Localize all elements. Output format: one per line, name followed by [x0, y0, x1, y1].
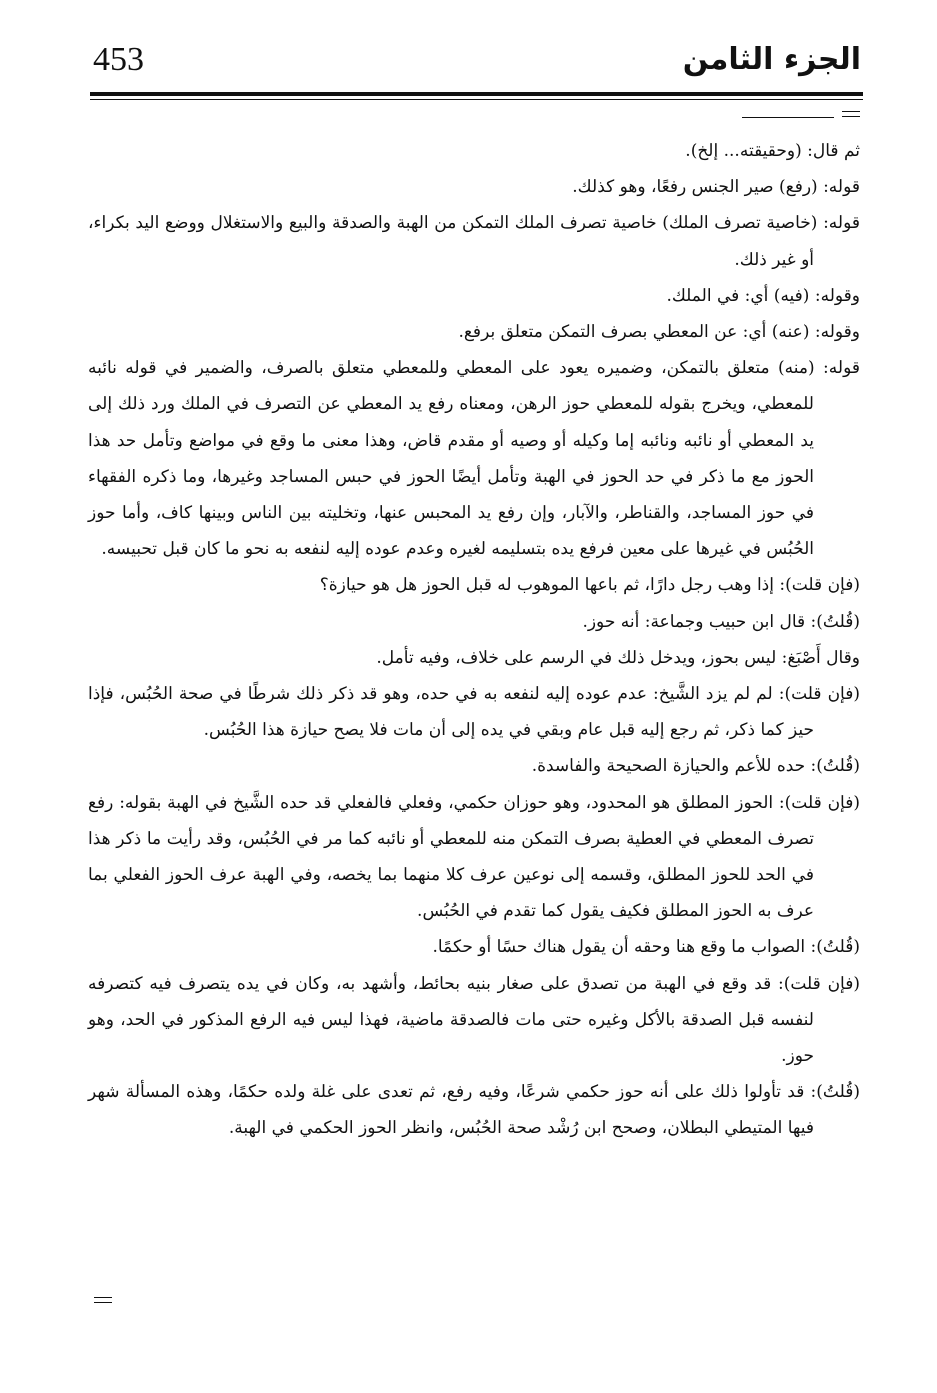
paragraph: (قُلتُ): قال ابن حبيب وجماعة: أنه حوز.: [582, 611, 860, 632]
paragraph: قوله: (رفع) صير الجنس رفعًا، وهو كذلك.: [572, 177, 860, 198]
paragraph: وقوله: (فيه) أي: في الملك.: [666, 285, 860, 306]
header-rule-thick: [90, 92, 863, 96]
section-continuation-mark: [742, 109, 860, 123]
paragraph: (فإن قلت): إذا وهب رجل دارًا، ثم باعها الموهوب له قبل الحوز هل هو حيازة؟: [319, 575, 860, 596]
paragraph: (قُلتُ): الصواب ما وقع هنا وحقه أن يقول هناك حسًا أو حكمًا.: [432, 937, 860, 958]
paragraph: وقال أَصْبَغ: ليس بحوز، ويدخل ذلك في الرسم على خلاف، وفيه تأمل.: [376, 647, 860, 668]
body-text: [88, 133, 860, 1147]
paragraph: قوله: (منه) متعلق بالتمكن، وضميره يعود على المعطي وللمعطي متعلق بالصرف، والضمير في قوله نائبه للمعطي، ويخرج بقوله للمعطي حوز الرهن، ومعناه رفع يد المعطي عن التصرف في الملك ورد ذلك إلى يد المعطي أو نائبه ونائبه إما وكيله أو وصيه أو مقدم قاض، وهذا معنى ما وقع في مواضع وتأمل حد هذا الحوز مع ما ذكر في حد الحوز في الهبة وتأمل أيضًا الحوز في حبس المساجد وغيرها، وما ذكره الفقهاء في حوز المساجد، والقناطر، والآبار، وإن رفع يد المحبس عنها، وتخليته بين الناس وبينها كاف، وأما حوز الحُبُس في غيرها على معين فرفع يده بتسليمه لغيره وعدم عوده إليه لنفعه به نحو ما كان قبل تحبيسه.: [88, 358, 860, 560]
paragraph: ثم قال: (وحقيقته... إلخ).: [685, 141, 860, 161]
paragraph: وقوله: (عنه) أي: عن المعطي بصرف التمكن متعلق برفع.: [458, 322, 860, 343]
paragraph: (فإن قلت): الحوز المطلق هو المحدود، وهو حوزان حكمي، وفعلي فالفعلي قد حده الشَّيخ في الهبة بقوله: رفع تصرف المعطي في العطية بصرف التمكن منه للمعطي أو نائبه كما مر في الحُبُس، وقد رأيت ما ذكر هذا في الحد للحوز المطلق، وقسمه إلى نوعين عرف كلا منهما بما يخصه، وفي الهبة عرف الحوز الفعلي بما عرف به الحوز المطلق فكيف يقول كما تقدم في الحُبُس.: [88, 792, 860, 922]
paragraph: (فإن قلت): قد وقع في الهبة من تصدق على صغار بنيه بحائط، وأشهد به، وكان في يده يتصرف فيه كتصرفه لنفسه قبل الصدقة بالأكل وغيره حتى مات فالصدقة ماضية، فهذا ليس فيه الرفع المذكور في الحد، وهو حوز.: [88, 973, 860, 1067]
page-number: 453: [93, 41, 144, 78]
running-title: الجزء الثامن: [682, 42, 861, 77]
paragraph: (قُلتُ): قد تأولوا ذلك على أنه حوز حكمي شرعًا، وفيه رفع، ثم تعدى على غلة ولده حكمًا، وهذه المسألة شهر فيها المتيطي البطلان، وصحح ابن رُشْد صحة الحُبُس، وانظر الحوز الحكمي في الهبة.: [88, 1082, 860, 1139]
header-rule-thin: [90, 99, 863, 100]
paragraph: قوله: (خاصية تصرف الملك) خاصية تصرف الملك التمكن من الهبة والصدقة والبيع والاستغلال ووضع اليد بكراء، أو غير ذلك.: [88, 213, 860, 270]
paragraph: (قُلتُ): حده للأعم والحيازة الصحيحة والفاسدة.: [531, 756, 860, 777]
paragraph: (فإن قلت): لم لم يزد الشَّيخ: عدم عوده إليه لنفعه به في حده، وهو قد ذكر ذلك شرطًا في صحة الحُبُس، فإذا حيز كما ذكر، ثم رجع إليه قبل عام وبقي في يده إلى أن مات فلا يصح حيازة هذا الحُبُس.: [88, 684, 860, 741]
page-end-mark: [94, 1296, 112, 1304]
